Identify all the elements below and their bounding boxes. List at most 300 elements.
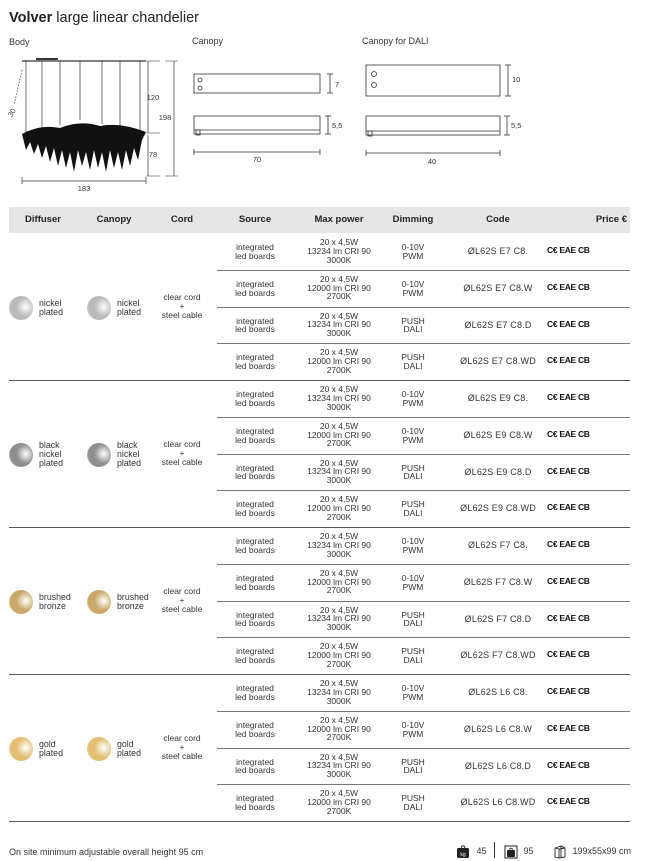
dimming-cell-line: PWM xyxy=(402,544,424,555)
source-cell-line: led boards xyxy=(235,544,275,555)
max-power-cell-line: 12000 lm CRI 90 xyxy=(307,797,371,808)
dimming-cell-line: PUSH xyxy=(401,793,425,804)
gross-weight: 95 xyxy=(504,845,534,859)
max-power-cell-line: 3000K xyxy=(326,401,352,412)
product-group xyxy=(9,675,630,822)
canopy-dali-drawing-label: Canopy for DALI xyxy=(362,36,429,46)
canopy-drawing-label: Canopy xyxy=(192,36,224,46)
dimming-cell-line: DALI xyxy=(403,471,423,482)
certification-marks: C€ EAE CB xyxy=(547,502,590,513)
canopy-dim-55: 5,5 xyxy=(332,121,343,130)
canopy-finish-label xyxy=(117,740,141,758)
header-diffuser: Diffuser xyxy=(25,214,61,225)
max-power-cell-line: 2700K xyxy=(326,658,352,669)
table-header xyxy=(9,207,630,233)
table-row xyxy=(217,712,630,749)
code-cell: ØL62S E7 C8.W xyxy=(463,282,533,293)
max-power-cell-line: 2700K xyxy=(326,438,352,449)
max-power-cell-line: 20 x 4,5W xyxy=(319,788,359,799)
dimming-cell xyxy=(385,758,441,776)
certification-marks: C€ EAE CB xyxy=(547,686,590,696)
header-cord: Cord xyxy=(170,214,194,225)
canopy-finish-label xyxy=(117,593,149,611)
canopy-finish-swatch xyxy=(87,590,111,614)
canopy-dim-7: 7 xyxy=(335,80,340,89)
canopy-finish-text: plated xyxy=(117,458,141,468)
dimming-cell-line: DALI xyxy=(403,508,423,519)
source-cell xyxy=(217,427,293,445)
dim-30: 30 xyxy=(5,106,18,119)
diffuser-finish-label xyxy=(39,299,63,317)
certification-marks: C€ EAE CB xyxy=(547,281,590,292)
canopy-finish-text: nickel xyxy=(117,297,140,308)
dimming-cell xyxy=(385,574,441,592)
source-cell xyxy=(217,574,293,592)
code-cell: ØL62S F7 C8.WD xyxy=(460,650,536,661)
dimming-cell xyxy=(385,464,441,482)
footer-divider xyxy=(494,842,495,858)
certification-marks: C€ EAE CB xyxy=(547,612,590,623)
source-cell-line: led boards xyxy=(235,397,275,408)
diffuser-finish-swatch xyxy=(9,296,33,320)
code-cell: ØL62S E9 C8.W xyxy=(463,429,533,440)
source-cell-line: integrated xyxy=(236,425,274,436)
max-power-cell xyxy=(295,569,383,595)
net-weight: kg 45 xyxy=(456,845,487,859)
cord-text: clear cord xyxy=(163,585,201,596)
svg-text:kg: kg xyxy=(460,852,466,858)
product-group xyxy=(9,381,630,528)
dimming-cell-line: PWM xyxy=(402,434,424,445)
max-power-cell-line: 3000K xyxy=(326,622,352,633)
dimming-cell-line: PWM xyxy=(402,250,424,261)
page-title: Volver large linear chandelier xyxy=(9,10,199,26)
table-row xyxy=(217,675,630,712)
code-cell: ØL62S F7 C8. xyxy=(468,540,528,550)
dimming-cell-line: 0-10V xyxy=(401,683,425,693)
code-cell: ØL62S E9 C8.WD xyxy=(460,503,536,514)
max-power-cell-line: 20 x 4,5W xyxy=(319,604,359,615)
source-cell-line: integrated xyxy=(236,499,274,510)
cord-label xyxy=(152,734,212,762)
dali-dim-10: 10 xyxy=(512,75,521,84)
max-power-cell-line: 20 x 4,5W xyxy=(319,384,359,394)
cord-label xyxy=(152,440,212,468)
dimming-cell xyxy=(385,317,441,335)
product-group xyxy=(9,528,630,675)
source-cell xyxy=(217,464,293,482)
max-power-cell xyxy=(295,238,383,264)
max-power-cell xyxy=(295,716,383,742)
dim-198: 198 xyxy=(158,113,172,122)
table-row xyxy=(217,785,630,822)
certification-marks: C€ EAE CB xyxy=(547,428,590,439)
max-power-cell-line: 12000 lm CRI 90 xyxy=(307,723,371,734)
table-row xyxy=(217,308,630,345)
dimming-cell xyxy=(385,647,441,665)
table-row xyxy=(217,381,630,418)
canopy-finish-text: black xyxy=(117,440,138,450)
canopy-finish-swatch xyxy=(87,737,111,761)
source-cell-line: integrated xyxy=(236,572,274,583)
code-cell: ØL62S E7 C8.WD xyxy=(460,356,536,367)
certification-marks: C€ EAE CB xyxy=(547,649,590,660)
dimming-cell-line: PUSH xyxy=(401,315,425,326)
max-power-cell-line: 2700K xyxy=(326,511,352,522)
diffuser-finish-text: brushed xyxy=(39,591,71,602)
dimming-cell-line: PWM xyxy=(402,691,424,702)
dimming-cell xyxy=(385,243,441,261)
table-row xyxy=(217,528,630,565)
source-cell-line: led boards xyxy=(235,802,275,813)
cord-text: + xyxy=(179,447,185,458)
max-power-cell xyxy=(295,275,383,301)
dimming-cell xyxy=(385,500,441,518)
certification-marks: C€ EAE CB xyxy=(547,355,590,366)
dimming-cell-line: DALI xyxy=(403,361,423,372)
max-power-cell-line: 2700K xyxy=(326,585,352,596)
max-power-cell-line: 20 x 4,5W xyxy=(319,494,359,505)
header-dimming: Dimming xyxy=(392,214,434,225)
canopy-drawing xyxy=(194,74,333,155)
max-power-cell-line: 20 x 4,5W xyxy=(319,678,359,688)
source-cell xyxy=(217,317,293,335)
canopy-finish-label xyxy=(117,441,141,468)
table-row xyxy=(217,344,630,381)
cord-text: steel cable xyxy=(161,603,203,614)
table-row xyxy=(217,271,630,308)
max-power-cell-line: 20 x 4,5W xyxy=(319,237,359,247)
dimming-cell-line: DALI xyxy=(403,618,423,629)
diffuser-finish-label xyxy=(39,740,63,758)
source-cell xyxy=(217,794,293,812)
canopy-finish-text: plated xyxy=(117,306,141,317)
source-cell xyxy=(217,353,293,371)
source-cell-line: integrated xyxy=(236,683,274,693)
max-power-cell xyxy=(295,606,383,632)
source-cell xyxy=(217,280,293,298)
code-cell: ØL62S E7 C8. xyxy=(467,246,529,256)
diffuser-finish-text: plated xyxy=(39,747,63,758)
dimming-cell xyxy=(385,537,441,555)
diffuser-finish-swatch xyxy=(9,590,33,614)
dimming-cell-line: 0-10V xyxy=(401,278,425,289)
dimming-cell-line: PWM xyxy=(402,581,424,592)
dimming-cell-line: PUSH xyxy=(401,352,425,363)
max-power-cell-line: 13234 lm CRI 90 xyxy=(307,760,371,771)
dimming-cell xyxy=(385,353,441,371)
cord-text: clear cord xyxy=(163,291,201,302)
source-cell xyxy=(217,390,293,408)
code-cell: ØL62S L6 C8.WD xyxy=(460,797,536,808)
source-cell-line: led boards xyxy=(235,250,275,261)
canopy-finish-swatch xyxy=(87,443,111,467)
dimming-cell-line: PUSH xyxy=(401,462,425,473)
canopy-dali-drawing xyxy=(366,65,511,156)
diffuser-finish-swatch xyxy=(9,737,33,761)
dimming-cell-line: DALI xyxy=(403,765,423,776)
code-cell: ØL62S E9 C8. xyxy=(467,393,529,403)
certification-marks: C€ EAE CB xyxy=(547,796,590,807)
max-power-cell-line: 13234 lm CRI 90 xyxy=(307,539,371,550)
source-cell xyxy=(217,611,293,629)
source-cell-line: led boards xyxy=(235,434,275,445)
max-power-cell xyxy=(295,459,383,485)
max-power-cell xyxy=(295,348,383,374)
max-power-cell-line: 2700K xyxy=(326,291,352,302)
canopy-finish-text: gold xyxy=(117,738,134,749)
source-cell xyxy=(217,684,293,702)
diffuser-finish-text: nickel xyxy=(39,449,62,459)
max-power-cell-line: 3000K xyxy=(326,769,352,780)
dimming-cell xyxy=(385,721,441,739)
table-row xyxy=(217,418,630,455)
source-cell-line: led boards xyxy=(235,508,275,519)
source-cell-line: led boards xyxy=(235,581,275,592)
source-cell-line: led boards xyxy=(235,618,275,629)
dimming-cell-line: PWM xyxy=(402,728,424,739)
dimming-cell-line: DALI xyxy=(403,324,423,335)
source-cell-line: led boards xyxy=(235,324,275,335)
source-cell-line: integrated xyxy=(236,793,274,804)
certification-marks: C€ EAE CB xyxy=(547,539,590,549)
code-cell: ØL62S L6 C8.D xyxy=(464,760,532,771)
dim-120: 120 xyxy=(146,93,160,102)
diffuser-finish-label xyxy=(39,441,63,468)
source-cell-line: led boards xyxy=(235,471,275,482)
max-power-cell-line: 20 x 4,5W xyxy=(319,273,359,284)
certification-marks: C€ EAE CB xyxy=(547,759,590,770)
canopy-finish-text: brushed xyxy=(117,591,149,602)
cord-text: clear cord xyxy=(163,438,201,449)
dimming-cell-line: 0-10V xyxy=(401,536,425,546)
header-canopy: Canopy xyxy=(96,214,132,225)
max-power-cell-line: 20 x 4,5W xyxy=(319,714,359,725)
max-power-cell-line: 3000K xyxy=(326,475,352,486)
max-power-cell-line: 2700K xyxy=(326,732,352,743)
max-power-cell-line: 13234 lm CRI 90 xyxy=(307,466,371,477)
diffuser-finish-swatch xyxy=(9,443,33,467)
code-cell: ØL62S F7 C8.W xyxy=(463,576,533,587)
table-row xyxy=(217,602,630,639)
group-divider xyxy=(9,821,630,822)
source-cell-line: integrated xyxy=(236,352,274,363)
dali-dim-55: 5,5 xyxy=(511,121,522,130)
canopy-finish-text: bronze xyxy=(117,600,144,611)
source-cell-line: integrated xyxy=(236,536,274,546)
max-power-cell-line: 13234 lm CRI 90 xyxy=(307,392,371,403)
max-power-cell-line: 20 x 4,5W xyxy=(319,567,359,578)
source-cell-line: integrated xyxy=(236,646,274,657)
source-cell-line: integrated xyxy=(236,315,274,326)
max-power-cell xyxy=(295,679,383,705)
dimming-cell-line: PUSH xyxy=(401,499,425,510)
body-drawing-label: Body xyxy=(9,37,30,47)
max-power-cell-line: 20 x 4,5W xyxy=(319,751,359,762)
cord-label xyxy=(152,293,212,321)
table-row xyxy=(217,638,630,675)
max-power-cell-line: 13234 lm CRI 90 xyxy=(307,686,371,697)
code-cell: ØL62S L6 C8.W xyxy=(463,723,533,734)
package-icon xyxy=(553,845,567,859)
diffuser-finish-label xyxy=(39,593,71,611)
technical-drawings xyxy=(0,40,652,200)
source-cell xyxy=(217,243,293,261)
max-power-cell xyxy=(295,385,383,411)
canopy-dim-70: 70 xyxy=(252,155,262,164)
source-cell-line: integrated xyxy=(236,389,274,399)
max-power-cell-line: 2700K xyxy=(326,364,352,375)
table-row xyxy=(217,234,630,271)
dimming-cell xyxy=(385,280,441,298)
source-cell-line: led boards xyxy=(235,287,275,298)
dimming-cell-line: PUSH xyxy=(401,756,425,767)
header-max-power: Max power xyxy=(314,214,364,225)
max-power-cell-line: 3000K xyxy=(326,548,352,559)
max-power-cell xyxy=(295,642,383,668)
certification-marks: C€ EAE CB xyxy=(547,722,590,733)
source-cell-line: led boards xyxy=(235,655,275,666)
dimming-cell-line: 0-10V xyxy=(401,389,425,399)
source-cell-line: integrated xyxy=(236,242,274,252)
dimming-cell xyxy=(385,390,441,408)
max-power-cell-line: 12000 lm CRI 90 xyxy=(307,576,371,587)
cord-text: steel cable xyxy=(161,456,203,467)
source-cell xyxy=(217,647,293,665)
certification-marks: C€ EAE CB xyxy=(547,392,590,402)
source-cell xyxy=(217,537,293,555)
max-power-cell-line: 12000 lm CRI 90 xyxy=(307,503,371,514)
table-row xyxy=(217,491,630,528)
max-power-cell-line: 12000 lm CRI 90 xyxy=(307,650,371,661)
canopy-finish-text: plated xyxy=(117,747,141,758)
diffuser-finish-text: bronze xyxy=(39,600,66,611)
diffuser-finish-text: plated xyxy=(39,306,63,317)
cord-label xyxy=(152,587,212,615)
header-source: Source xyxy=(238,214,272,225)
source-cell-line: integrated xyxy=(236,719,274,730)
diffuser-finish-text: gold xyxy=(39,738,56,749)
cord-text: + xyxy=(179,300,185,311)
source-cell-line: led boards xyxy=(235,765,275,776)
dimming-cell xyxy=(385,684,441,702)
dimming-cell-line: PUSH xyxy=(401,609,425,620)
code-cell: ØL62S L6 C8. xyxy=(468,687,528,697)
diffuser-finish-text: black xyxy=(39,440,60,450)
dimming-cell-line: PWM xyxy=(402,287,424,298)
max-power-cell-line: 12000 lm CRI 90 xyxy=(307,429,371,440)
dimming-cell xyxy=(385,611,441,629)
certification-marks: C€ EAE CB xyxy=(547,318,590,329)
table-row xyxy=(217,455,630,492)
product-group xyxy=(9,234,630,381)
header-price: Price € xyxy=(595,214,627,225)
diffuser-finish-text: plated xyxy=(39,458,63,468)
max-power-cell-line: 13234 lm CRI 90 xyxy=(307,245,371,256)
certification-marks: C€ EAE CB xyxy=(547,245,590,255)
code-cell: ØL62S E9 C8.D xyxy=(464,466,532,477)
certification-marks: C€ EAE CB xyxy=(547,465,590,476)
dim-183: 183 xyxy=(77,184,91,193)
dimming-cell xyxy=(385,794,441,812)
source-cell-line: integrated xyxy=(236,756,274,767)
source-cell xyxy=(217,721,293,739)
max-power-cell-line: 20 x 4,5W xyxy=(319,531,359,541)
dimming-cell xyxy=(385,427,441,445)
canopy-finish-label xyxy=(117,299,141,317)
max-power-cell-line: 20 x 4,5W xyxy=(319,347,359,358)
max-power-cell-line: 3000K xyxy=(326,254,352,265)
max-power-cell xyxy=(295,753,383,779)
max-power-cell-line: 20 x 4,5W xyxy=(319,641,359,652)
max-power-cell-line: 13234 lm CRI 90 xyxy=(307,319,371,330)
max-power-cell-line: 20 x 4,5W xyxy=(319,310,359,321)
body-drawing xyxy=(14,59,178,184)
certification-marks: C€ EAE CB xyxy=(547,575,590,586)
canopy-finish-swatch xyxy=(87,296,111,320)
dimming-cell-line: PUSH xyxy=(401,646,425,657)
dimming-cell-line: DALI xyxy=(403,802,423,813)
canopy-finish-text: nickel xyxy=(117,449,140,459)
dimming-cell-line: 0-10V xyxy=(401,425,425,436)
code-cell: ØL62S F7 C8.D xyxy=(464,613,532,624)
dimming-cell-line: 0-10V xyxy=(401,719,425,730)
code-cell: ØL62S E7 C8.D xyxy=(464,319,532,330)
source-cell-line: led boards xyxy=(235,691,275,702)
cord-text: steel cable xyxy=(161,309,203,320)
max-power-cell-line: 12000 lm CRI 90 xyxy=(307,356,371,367)
table-row xyxy=(217,565,630,602)
source-cell xyxy=(217,500,293,518)
max-power-cell-line: 12000 lm CRI 90 xyxy=(307,282,371,293)
max-power-cell-line: 20 x 4,5W xyxy=(319,420,359,431)
max-power-cell xyxy=(295,532,383,558)
table-row xyxy=(217,749,630,786)
max-power-cell-line: 20 x 4,5W xyxy=(319,457,359,468)
source-cell xyxy=(217,758,293,776)
max-power-cell xyxy=(295,312,383,338)
max-power-cell-line: 3000K xyxy=(326,328,352,339)
source-cell-line: led boards xyxy=(235,361,275,372)
footer-note: On site minimum adjustable overall height 95 cm xyxy=(9,847,204,857)
diffuser-finish-text: nickel xyxy=(39,297,62,308)
weight-gross-icon xyxy=(504,845,518,859)
dimming-cell-line: PWM xyxy=(402,397,424,408)
max-power-cell-line: 2700K xyxy=(326,805,352,816)
package-size: 199x55x99 cm xyxy=(553,845,631,859)
source-cell-line: integrated xyxy=(236,462,274,473)
source-cell-line: integrated xyxy=(236,278,274,289)
source-cell-line: led boards xyxy=(235,728,275,739)
max-power-cell-line: 13234 lm CRI 90 xyxy=(307,613,371,624)
weight-net-icon xyxy=(456,845,470,859)
cord-text: + xyxy=(179,594,185,605)
dim-78: 78 xyxy=(148,150,158,159)
max-power-cell xyxy=(295,495,383,521)
dimming-cell-line: 0-10V xyxy=(401,572,425,583)
source-cell-line: integrated xyxy=(236,609,274,620)
dali-dim-40: 40 xyxy=(427,157,437,166)
chandelier-crystals xyxy=(22,123,146,172)
max-power-cell xyxy=(295,422,383,448)
dimming-cell-line: DALI xyxy=(403,655,423,666)
dimming-cell-line: 0-10V xyxy=(401,242,425,252)
header-code: Code xyxy=(486,214,510,225)
cord-text: + xyxy=(179,741,185,752)
max-power-cell xyxy=(295,789,383,815)
cord-text: clear cord xyxy=(163,732,201,743)
max-power-cell-line: 3000K xyxy=(326,695,352,706)
